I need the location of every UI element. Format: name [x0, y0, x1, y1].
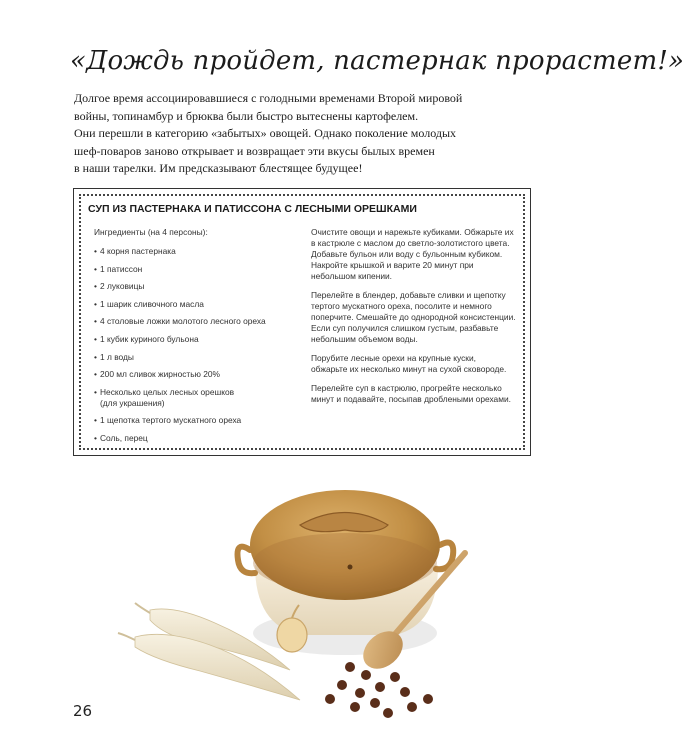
recipe-title: СУП ИЗ ПАСТЕРНАКА И ПАТИССОНА С ЛЕСНЫМИ ОРЕШКАМИ	[88, 203, 417, 215]
ingredient-item: • 1 кубик куриного бульона	[94, 333, 199, 344]
ingredient-item: • 1 шарик сливочного масла	[94, 298, 204, 309]
page-number: 26	[73, 702, 93, 720]
step-paragraph: Перелейте суп в кастрюлю, прогрейте несколько минут и подавайте, посыпав дроблеными орехами.	[311, 383, 511, 404]
intro-line: шеф-поваров заново открывает и возвращает эти вкусы былых времен	[74, 143, 435, 158]
ingredient-item: • 4 столовые ложки молотого лесного ореха	[94, 316, 266, 327]
ingredient-item: • 1 патиссон	[94, 263, 143, 274]
bullet-icon: •	[94, 298, 97, 309]
clay-pot-icon	[238, 490, 454, 655]
ingredients-list	[94, 227, 294, 451]
bullet-icon: •	[94, 316, 97, 327]
bullet-icon: •	[94, 386, 97, 397]
bullet-icon: •	[94, 281, 97, 292]
bullet-icon: •	[94, 415, 97, 426]
ingredient-item: • Несколько целых лесных орешков (для украшения)	[94, 386, 235, 408]
recipe-box	[73, 188, 531, 456]
bullet-icon: •	[94, 263, 97, 274]
intro-paragraph	[74, 90, 544, 178]
ingredient-item: • Соль, перец	[94, 432, 148, 443]
step-paragraph: Порубите лесные орехи на крупные куски, обжарьте их несколько минут на сухой сковороде.	[311, 353, 507, 374]
bullet-icon: •	[94, 333, 97, 344]
ingredient-item: • 1 щепотка тертого мускатного ореха	[94, 415, 242, 426]
page-title: «Дождь пройдет, пастернак прорастет!»	[70, 46, 684, 76]
ingredient-item: • 200 мл сливок жирностью 20%	[94, 369, 221, 380]
bullet-icon: •	[94, 351, 97, 362]
intro-line: Они перешли в категорию «забытых» овощей. Однако поколение молодых	[74, 126, 457, 141]
intro-line: войны, топинамбур и брюква были быстро вытеснены картофелем.	[74, 108, 419, 123]
ingredients-header: Ингредиенты (на 4 персоны):	[94, 227, 208, 237]
step-paragraph: Очистите овощи и нарежьте кубиками. Обжарьте их в кастрюле с маслом до светло-золотистого цвета. Добавьте бульон или воду с бульонным кубиком. Накройте крышкой и варите 20 минут при небольшом кипении.	[311, 227, 514, 281]
steps-list	[311, 227, 521, 413]
step-paragraph: Перелейте в блендер, добавьте сливки и щепотку тертого мускатного ореха, посолите и немного поперчите. Смешайте до однородной консистенции. Если суп получился слишком густым, разбавьте небольшим объемом воды.	[311, 290, 516, 344]
hazelnuts-icon	[325, 662, 433, 718]
bullet-icon: •	[94, 432, 97, 443]
intro-line: в наши тарелки. Им предсказывают блестящее будущее!	[74, 161, 363, 176]
ingredient-item: • 4 корня пастернака	[94, 246, 176, 256]
ingredient-item: • 2 луковицы	[94, 281, 145, 292]
bullet-icon: •	[94, 246, 97, 256]
bullet-icon: •	[94, 369, 97, 380]
intro-line: Долгое время ассоциировавшиеся с голодными временами Второй мировой	[74, 91, 463, 105]
ingredient-item: • 1 л воды	[94, 351, 134, 362]
